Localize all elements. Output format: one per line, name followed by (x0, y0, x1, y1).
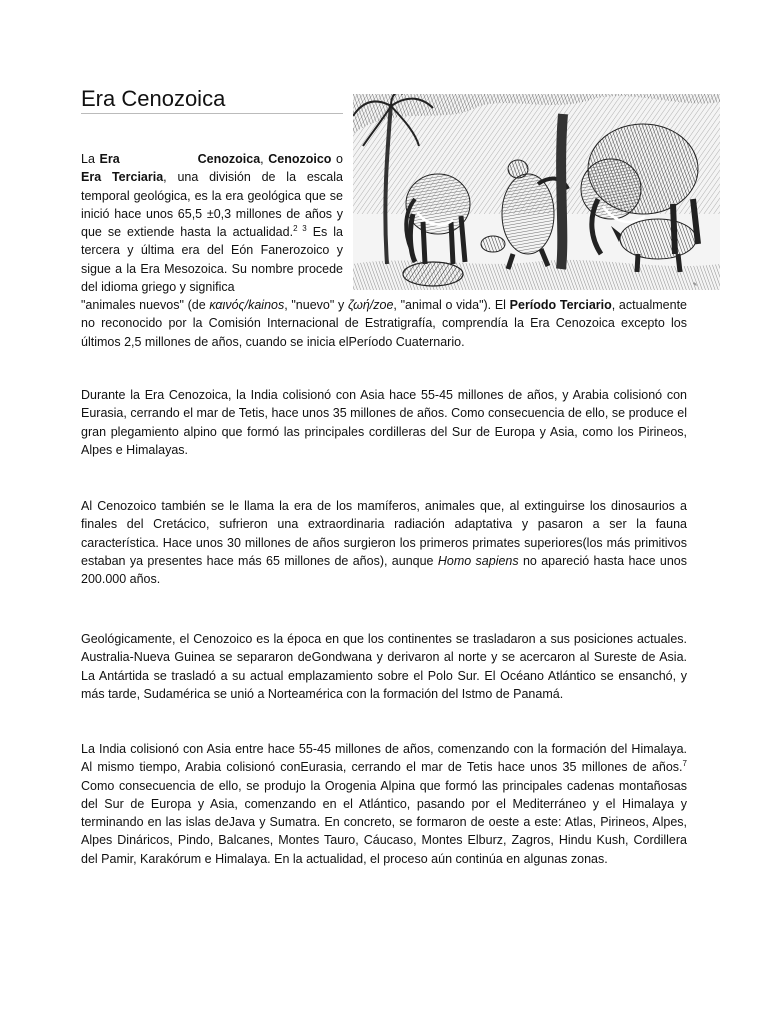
title-underline (81, 113, 343, 114)
text-intro-2: Es la tercera y última era del Eón Fanerozoico y sigue a la Era Mesozoica. Su nombre procede del idioma griego y significa (81, 225, 344, 295)
footnote-ref-7[interactable]: 7 (682, 759, 687, 769)
svg-text:✎: ✎ (693, 283, 698, 288)
text-tail-3: , "animal o vida"). El (393, 298, 510, 312)
term-era: Era (99, 152, 120, 166)
term-kainos: καινός/kainos (209, 298, 285, 312)
text-orogeny-1: La India colisionó con Asia entre hace 55-45 millones de años, comenzando con la formación del Himalaya. Al mismo tiempo, Arabia colisionó conEurasia, cerrando el mar de Tetis hace unos 35 millones de años. (81, 742, 687, 775)
paragraph-orogeny (81, 740, 687, 868)
cenozoic-mammals-illustration (353, 94, 720, 290)
text-o: o (331, 152, 343, 166)
intro-paragraph-continuation (81, 296, 687, 351)
text-la: La (81, 152, 100, 166)
text-mammals-2: no apareció hasta hace unos 200.000 años. (81, 553, 688, 587)
text-tail-1: "animales nuevos" (de (81, 298, 210, 312)
paragraph-geology: Geológicamente, el Cenozoico es la época en que los continentes se trasladaron a sus posiciones actuales. Australia-Nueva Guinea se separaron deGondwana y derivaron al norte y se acercaron al Sureste de Asia. La Antártida se trasladó a su actual emplazamiento sobre el Polo Sur. El Océano Atlántico se ensanchó, y más tarde, Sudamérica se unió a Norteamérica con la formación del Istmo de Panamá. (81, 632, 687, 701)
intro-paragraph (81, 150, 343, 296)
text-mammals-1: Al Cenozoico también se le llama la era de los mamíferos, animales que, al extinguirse los dinosaurios a finales del Cretácico, sufrieron una extraordinaria radiación adaptativa y pasaron a ser la fauna característica. Hace unos 30 millones de años surgieron los primeros primates superiores(los más primitivos estaban ya presentes hace más 65 millones de años), aunque (81, 499, 687, 568)
text-orogeny-2: Como consecuencia de ello, se produjo la Orogenia Alpina que formó las principales cadenas montañosas del Sur de Europa y Asia, comenzando en el Atlántico, pasando por el Mediterráneo y el Himalaya y terminando en las islas deJava y Sumatra. En concreto, se formaron de oeste a este: Atlas, Pirineos, Alpes, Alpes Dináricos, Pindo, Balcanes, Montes Tauro, Cáucaso, Montes Elburz, Zagros, Hindu Kush, Cordillera del Pamir, Karakórum e Himalaya. En la actualidad, el proceso aún continúa en algunas zonas. (81, 778, 687, 866)
term-cenozoica: Cenozoica (197, 152, 261, 166)
term-cenozoico: Cenozoico (268, 152, 332, 166)
paragraph-mammals (81, 497, 687, 588)
text-intro-1: , una división de la escala temporal geológica, es la era geológica que se inició hace unos 65,5 ±0,3 millones de años y que se extiende hasta la actualidad. (81, 170, 343, 240)
term-periodo-terciario: Período Terciario (509, 298, 612, 312)
text-tail-4: , actualmente no reconocido por la Comisión Internacional de Estratigrafía, comprendía la Era Cenozoica excepto los últimos 2,5 millones de años, cuando se inicia elPeríodo Cuaternario. (81, 298, 688, 349)
term-homo-sapiens: Homo sapiens (437, 553, 519, 568)
text-tail-2: , "nuevo" y (284, 298, 348, 312)
page-title: Era Cenozoica (81, 86, 226, 111)
paragraph-collision: Durante la Era Cenozoica, la India colisionó con Asia hace 55-45 millones de años, y Arabia colisionó con Eurasia, cerrando el mar de Tetis, hace unos 35 millones de años. Como consecuencia de ello, se produce el gran plegamiento alpino que formó las principales cordilleras del Sur de Europa y Asia, como los Pirineos, Alpes e Himalayas. (81, 388, 687, 457)
term-zoe: ζωή/zoe (347, 298, 394, 312)
term-era-terciaria: Era Terciaria (81, 170, 164, 185)
text-comma: , (260, 152, 269, 166)
footnote-ref-2-3[interactable]: 2 3 (293, 224, 307, 234)
